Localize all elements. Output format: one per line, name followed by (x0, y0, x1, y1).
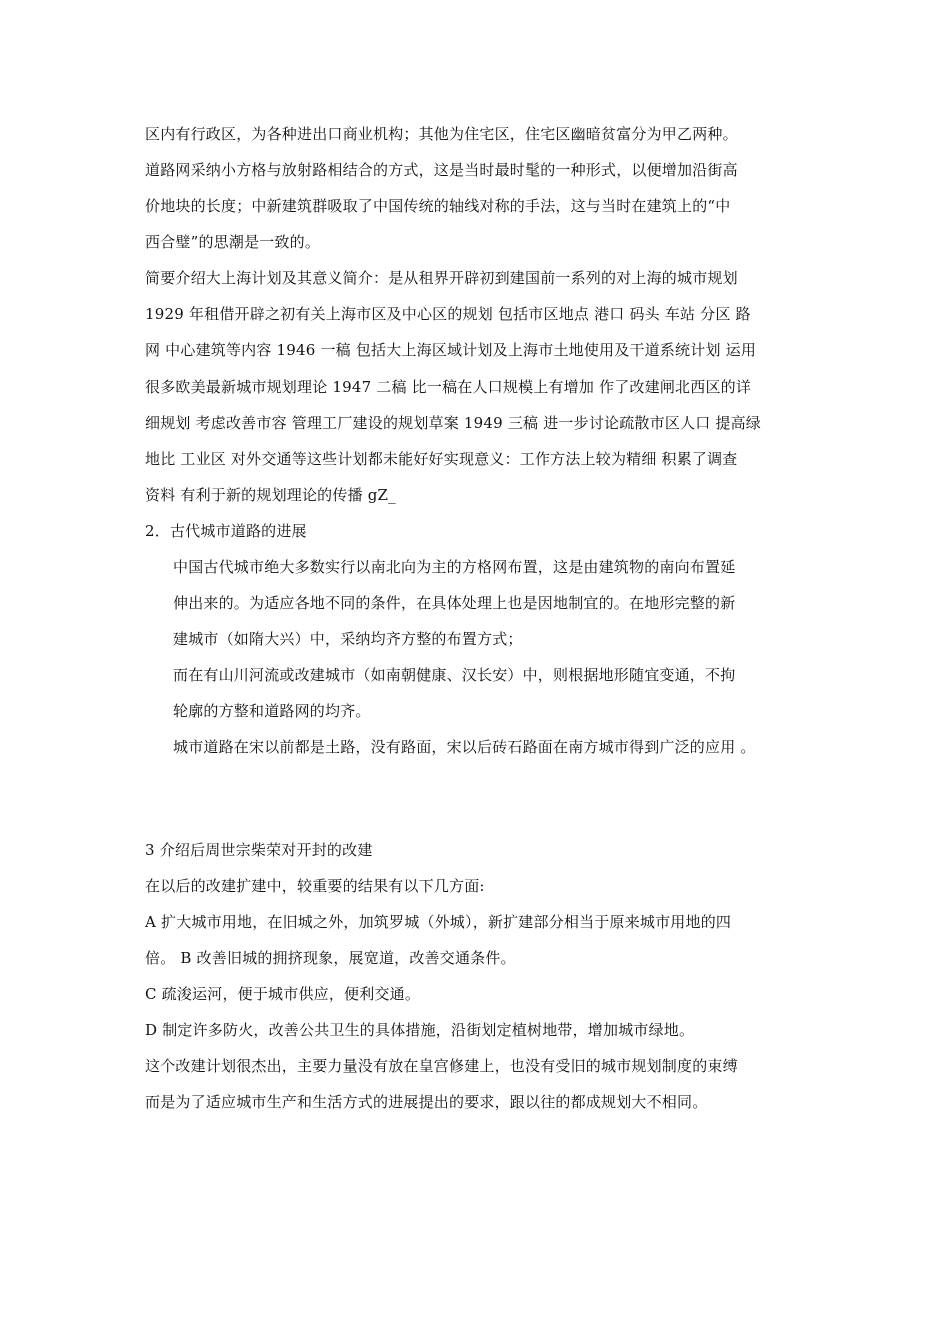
text-line: 西合璧”的思潮是一致的。 (145, 233, 321, 251)
text-line: 建城市（如隋大兴）中，采纳均齐方整的布置方式； (173, 630, 523, 648)
text-line: 价地块的长度；中新建筑群吸取了中国传统的轴线对称的手法，这与当时在建筑上的“中 (145, 197, 731, 215)
text-line: C 疏浚运河，便于城市供应，便利交通。 (145, 985, 421, 1003)
text-line: 轮廓的方整和道路网的均齐。 (173, 702, 371, 720)
text-line: 1929 年租借开辟之初有关上海市区及中心区的规划 包括市区地点 港口 码头 车站 分区 路 (145, 305, 751, 323)
section-heading: 3 介绍后周世宗柴荣对开封的改建 (145, 841, 373, 859)
text-line: 资料 有利于新的规划理论的传播 gZ_ (145, 486, 396, 504)
text-line: 在以后的改建扩建中，较重要的结果有以下几方面: (145, 877, 485, 895)
text-line: 简要介绍大上海计划及其意义简介：是从租界开辟初到建国前一系列的对上海的城市规划 (145, 269, 738, 287)
text-line: 而在有山川河流或改建城市（如南朝健康、汉长安）中，则根据地形随宜变通，不拘 (173, 666, 736, 684)
text-line: 而是为了适应城市生产和生活方式的进展提出的要求，跟以往的都成规划大不相同。 (145, 1093, 708, 1111)
text-line: 网 中心建筑等内容 1946 一稿 包括大上海区域计划及上海市土地使用及干道系统计划 运用 (145, 341, 757, 359)
text-line: 这个改建计划很杰出，主要力量没有放在皇宫修建上，也没有受旧的城市规划制度的束缚 (145, 1057, 738, 1075)
text-line: 中国古代城市绝大多数实行以南北向为主的方格网布置，这是由建筑物的南向布置延 (173, 558, 736, 576)
text-line: 细规划 考虑改善市容 管理工厂建设的规划草案 1949 三稿 进一步讨论疏散市区人口 提高绿 (145, 414, 761, 432)
text-line: 伸出来的。为适应各地不同的条件，在具体处理上也是因地制宜的。在地形完整的新 (173, 594, 736, 612)
text-line: 区内有行政区，为各种进出口商业机构；其他为住宅区，住宅区幽暗贫富分为甲乙两种。 (145, 125, 738, 143)
text-line: 很多欧美最新城市规划理论 1947 二稿 比一稿在人口规模上有增加 作了改建闸北西区的详 (145, 378, 752, 396)
text-line: 城市道路在宋以前都是土路，没有路面，宋以后砖石路面在南方城市得到广泛的应用 。 (173, 738, 756, 756)
text-line: 道路网采纳小方格与放射路相结合的方式，这是当时最时髦的一种形式，以便增加沿街高 (145, 161, 738, 179)
text-line: A 扩大城市用地，在旧城之外，加筑罗城（外城），新扩建部分相当于原来城市用地的四 (145, 913, 732, 931)
text-line: D 制定许多防火，改善公共卫生的具体措施，沿街划定植树地带，增加城市绿地。 (145, 1021, 695, 1039)
text-line: 倍。 B 改善旧城的拥挤现象，展宽道，改善交通条件。 (145, 949, 516, 967)
section-heading: 2．古代城市道路的进展 (145, 522, 307, 540)
text-line: 地比 工业区 对外交通等这些计划都未能好好实现意义：工作方法上较为精细 积累了调查 (145, 450, 738, 468)
